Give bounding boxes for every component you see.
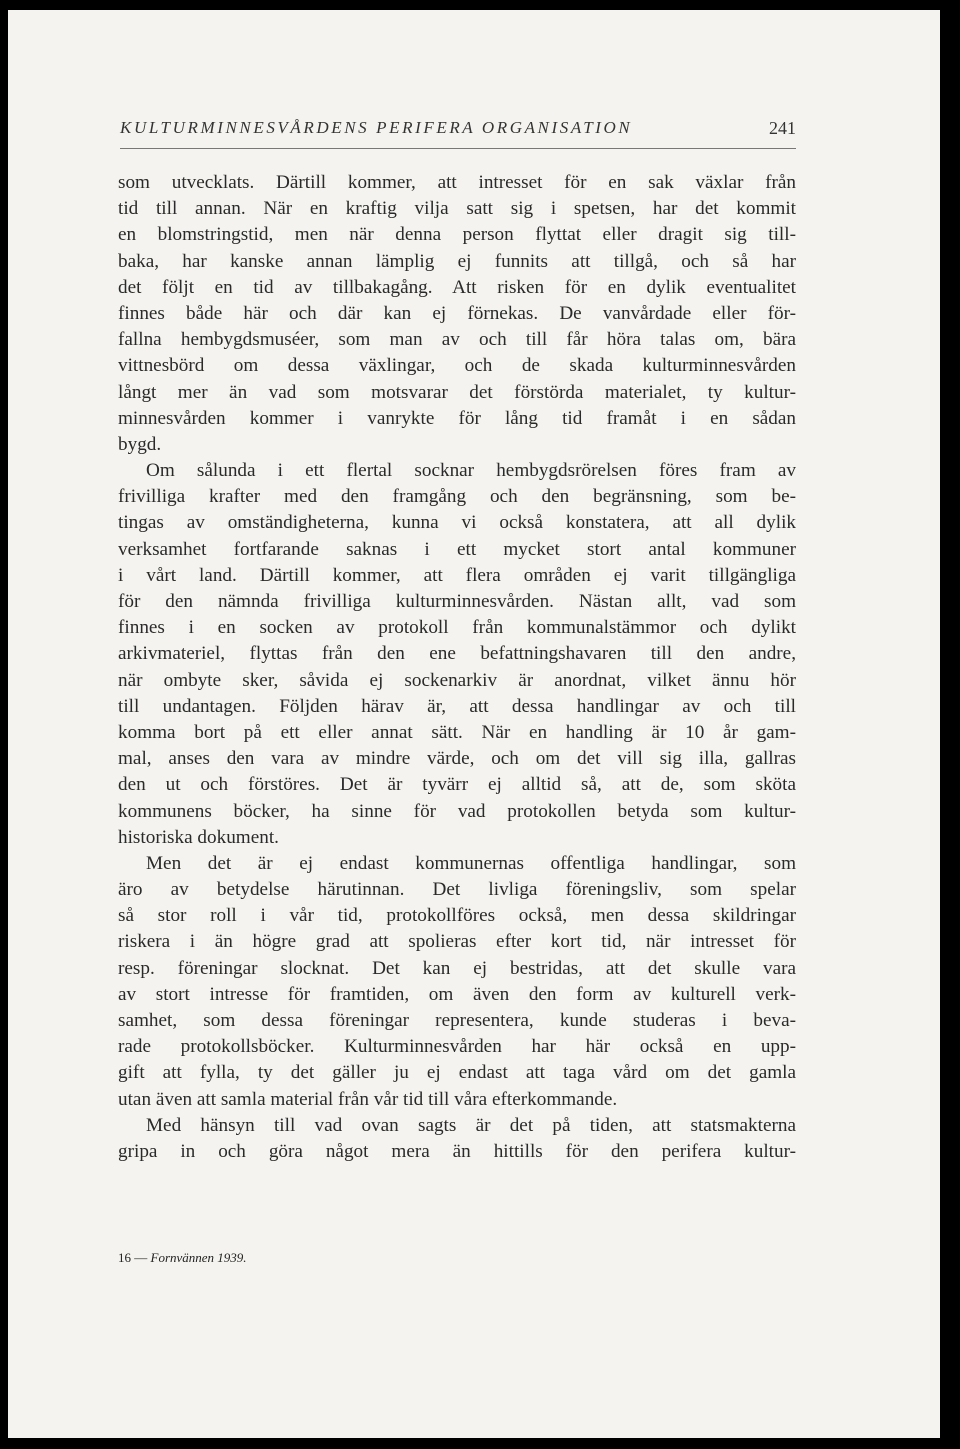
text-line: finnes i en socken av protokoll från kommunalstämmor och dylikt (118, 617, 796, 639)
running-head (120, 116, 796, 149)
text-line: en blomstringstid, men när denna person flyttat eller dragit sig till- (118, 224, 796, 246)
text-line: finnes både här och där kan ej förnekas. De vanvårdade eller för- (118, 302, 796, 324)
text-line: av stort intresse för framtiden, om även den form av kulturell verk- (118, 983, 796, 1005)
text-line: historiska dokument. (118, 826, 279, 848)
signature-mark: 16 — (118, 1250, 148, 1265)
page-footer (118, 1250, 247, 1266)
document-page (8, 10, 940, 1438)
text-line: vittnesbörd om dessa växlingar, och de skada kulturminnesvården (118, 355, 796, 377)
text-line: det följt en tid av tillbakagång. Att risken för en dylik eventualitet (118, 276, 796, 298)
journal-citation: Fornvännen 1939. (150, 1250, 247, 1265)
text-line: Men det är ej endast kommunernas offentliga handlingar, som (146, 852, 796, 874)
body-text (118, 170, 796, 1165)
text-line: verksamhet fortfarande saknas i ett mycket stort antal kommuner (118, 538, 796, 560)
page-number: 241 (769, 118, 796, 138)
text-line: till undantagen. Följden härav är, att dessa handlingar av och till (118, 695, 796, 717)
text-line: arkivmateriel, flyttas från den ene befattningshavaren till den andre, (118, 643, 796, 665)
text-line: för den nämnda frivilliga kulturminnesvården. Nästan allt, vad som (118, 591, 796, 612)
text-line: frivilliga krafter med den framgång och den begränsning, som be- (118, 486, 796, 508)
text-line: som utvecklats. Därtill kommer, att intresset för en sak växlar från (118, 172, 796, 193)
text-line: när ombyte sker, såvida ej sockenarkiv är anordnat, vilket ännu hör (118, 669, 796, 691)
text-line: komma bort på ett eller annat sätt. När en handling är 10 år gam- (118, 721, 796, 743)
text-line: tid till annan. När en kraftig vilja satt sig i spetsen, har det kommit (118, 198, 796, 220)
text-line: långt mer än vad som motsvarar det förstörda materialet, ty kultur- (118, 381, 796, 403)
text-line: Om sålunda i ett flertal socknar hembygdsrörelsen föres fram av (146, 460, 796, 482)
text-line: Med hänsyn till vad ovan sagts är det på tiden, att statsmakterna (146, 1114, 796, 1136)
text-line: fallna hembygdsmuséer, som man av och till får höra talas om, bära (118, 329, 796, 351)
text-line: äro av betydelse härutinnan. Det livliga föreningsliv, som spelar (118, 879, 796, 901)
text-line: så stor roll i vår tid, protokollföres också, men dessa skildringar (118, 905, 796, 927)
text-line: tingas av omständigheterna, kunna vi också konstatera, att all dylik (118, 512, 796, 534)
text-line: den ut och förstöres. Det är tyvärr ej alltid så, att de, som sköta (118, 774, 796, 796)
text-line: gripa in och göra något mera än hittills för den perifera kultur- (118, 1140, 796, 1162)
text-line: riskera i än högre grad att spolieras efter kort tid, när intresset för (118, 931, 796, 953)
text-line: mal, anses den vara av mindre värde, och om det vill sig illa, gallras (118, 748, 796, 770)
text-line: baka, har kanske annan lämplig ej funnits att tillgå, och så har (118, 250, 796, 272)
text-line: utan även att samla material från vår tid till våra efterkommande. (118, 1088, 618, 1110)
running-title: KULTURMINNESVÅRDENS PERIFERA ORGANISATION (120, 118, 633, 137)
text-line: rade protokollsböcker. Kulturminnesvården har här också en upp- (118, 1036, 796, 1058)
text-line: gift att fylla, ty det gäller ju ej endast att taga vård om det gamla (118, 1062, 796, 1084)
text-line: resp. föreningar slocknat. Det kan ej bestridas, att det skulle vara (118, 957, 796, 979)
text-line: minnesvården kommer i vanrykte för lång tid framåt i en sådan (118, 407, 796, 429)
text-line: bygd. (118, 433, 162, 455)
text-line: i vårt land. Därtill kommer, att flera områden ej varit tillgängliga (118, 564, 796, 586)
text-line: samhet, som dessa föreningar representera, kunde studeras i beva- (118, 1010, 796, 1031)
text-line: kommunens böcker, ha sinne för vad protokollen betyda som kultur- (118, 800, 796, 822)
